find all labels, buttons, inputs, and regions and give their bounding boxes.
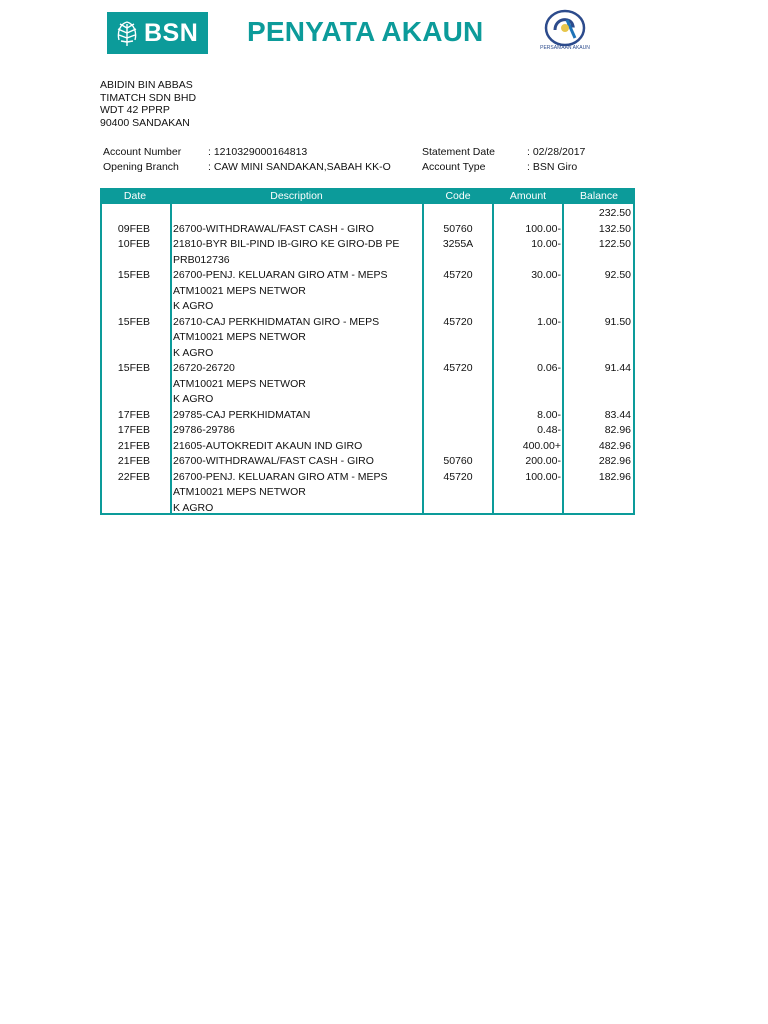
address-line: TIMATCH SDN BHD [100,91,197,104]
row-description: ATM10021 MEPS NETWOR [173,284,306,297]
row-date: 17FEB [117,424,150,436]
row-description: 26700-PENJ. KELUARAN GIRO ATM - MEPS [173,269,388,281]
row-amount: 400.00+ [522,439,561,452]
seal-caption: PERSAMAAN AKAUN [540,45,590,51]
row-description: ATM10021 MEPS NETWOR [173,331,306,343]
row-description: K AGRO [173,501,214,514]
statement-date-label: Statement Date [422,146,495,158]
row-amount: 10.00- [531,238,561,250]
account-type-value: : BSN Giro [527,161,578,173]
row-balance: 82.96 [604,424,631,436]
header-balance: Balance [580,190,618,202]
row-code: 50760 [443,455,473,467]
address-line: WDT 42 PPRP [100,104,170,116]
row-description: K AGRO [173,393,214,405]
row-balance: 482.96 [598,439,631,452]
row-amount: 100.00- [525,222,561,235]
row-code: 45720 [443,470,473,483]
address-line: 90400 SANDAKAN [100,116,190,129]
column-divider [170,204,172,515]
row-balance: 282.96 [598,455,631,467]
row-date: 21FEB [117,439,150,452]
row-amount: 200.00- [525,455,561,467]
address-line: ABIDIN BIN ABBAS [100,79,193,91]
row-description: K AGRO [173,300,214,312]
row-balance: 132.50 [598,222,631,235]
row-date: 22FEB [117,470,150,483]
row-date: 09FEB [117,222,150,235]
row-description: ATM10021 MEPS NETWOR [173,486,306,498]
row-balance: 232.50 [598,207,631,219]
row-description: 26700-PENJ. KELUARAN GIRO ATM - MEPS [173,470,388,483]
table-header [100,188,635,204]
row-date: 10FEB [117,238,150,250]
row-description: 29785-CAJ PERKHIDMATAN [173,408,311,421]
row-balance: 91.44 [604,362,631,374]
header-description: Description [270,190,323,202]
row-balance: 91.50 [604,315,631,328]
row-description: PRB012736 [173,253,230,266]
account-type-label: Account Type [422,161,486,173]
row-balance: 92.50 [604,269,631,281]
row-date: 21FEB [117,455,150,467]
page-title: PENYATA AKAUN [247,16,484,47]
header-code: Code [445,190,471,202]
row-balance: 182.96 [598,470,631,483]
row-description: 26700-WITHDRAWAL/FAST CASH - GIRO [173,455,374,467]
row-description: 21810-BYR BIL-PIND IB-GIRO KE GIRO-DB PE [173,238,400,250]
opening-branch-label: Opening Branch [103,161,179,173]
row-code: 3255A [442,238,474,250]
row-description: 21605-AUTOKREDIT AKAUN IND GIRO [173,439,363,452]
row-amount: 100.00- [525,470,561,483]
row-description: 26700-WITHDRAWAL/FAST CASH - GIRO [173,222,374,235]
row-code: 45720 [443,269,473,281]
row-balance: 122.50 [598,238,631,250]
row-description: ATM10021 MEPS NETWOR [173,377,306,390]
customer-address [100,79,196,129]
tree-icon [115,18,139,48]
header-amount: Amount [509,190,547,202]
transactions-table [100,188,635,515]
row-amount: 0.06- [537,362,561,374]
row-amount: 1.00- [537,315,561,328]
row-amount: 30.00- [531,269,561,281]
row-date: 17FEB [117,408,150,421]
row-description: 26710-CAJ PERKHIDMATAN GIRO - MEPS [173,315,380,328]
row-date: 15FEB [117,315,150,328]
row-code: 50760 [443,222,473,235]
row-description: 26720-26720 [173,362,235,374]
row-code: 45720 [443,362,473,374]
row-amount: 0.48- [537,424,561,436]
row-balance: 83.44 [604,408,631,421]
row-code: 45720 [443,315,473,328]
row-description: K AGRO [173,346,214,359]
bsn-logo [107,12,208,54]
row-date: 15FEB [117,269,150,281]
statement-date-value: : 02/28/2017 [527,146,586,158]
row-amount: 8.00- [537,408,561,421]
row-description: 29786-29786 [173,424,235,436]
logo-text: BSN [144,18,199,47]
opening-branch-value: : CAW MINI SANDAKAN,SABAH KK-O [208,161,391,173]
row-date: 15FEB [117,362,150,374]
header-date: Date [123,190,147,202]
account-number-value: : 1210329000164813 [208,146,308,158]
account-number-label: Account Number [103,146,182,158]
